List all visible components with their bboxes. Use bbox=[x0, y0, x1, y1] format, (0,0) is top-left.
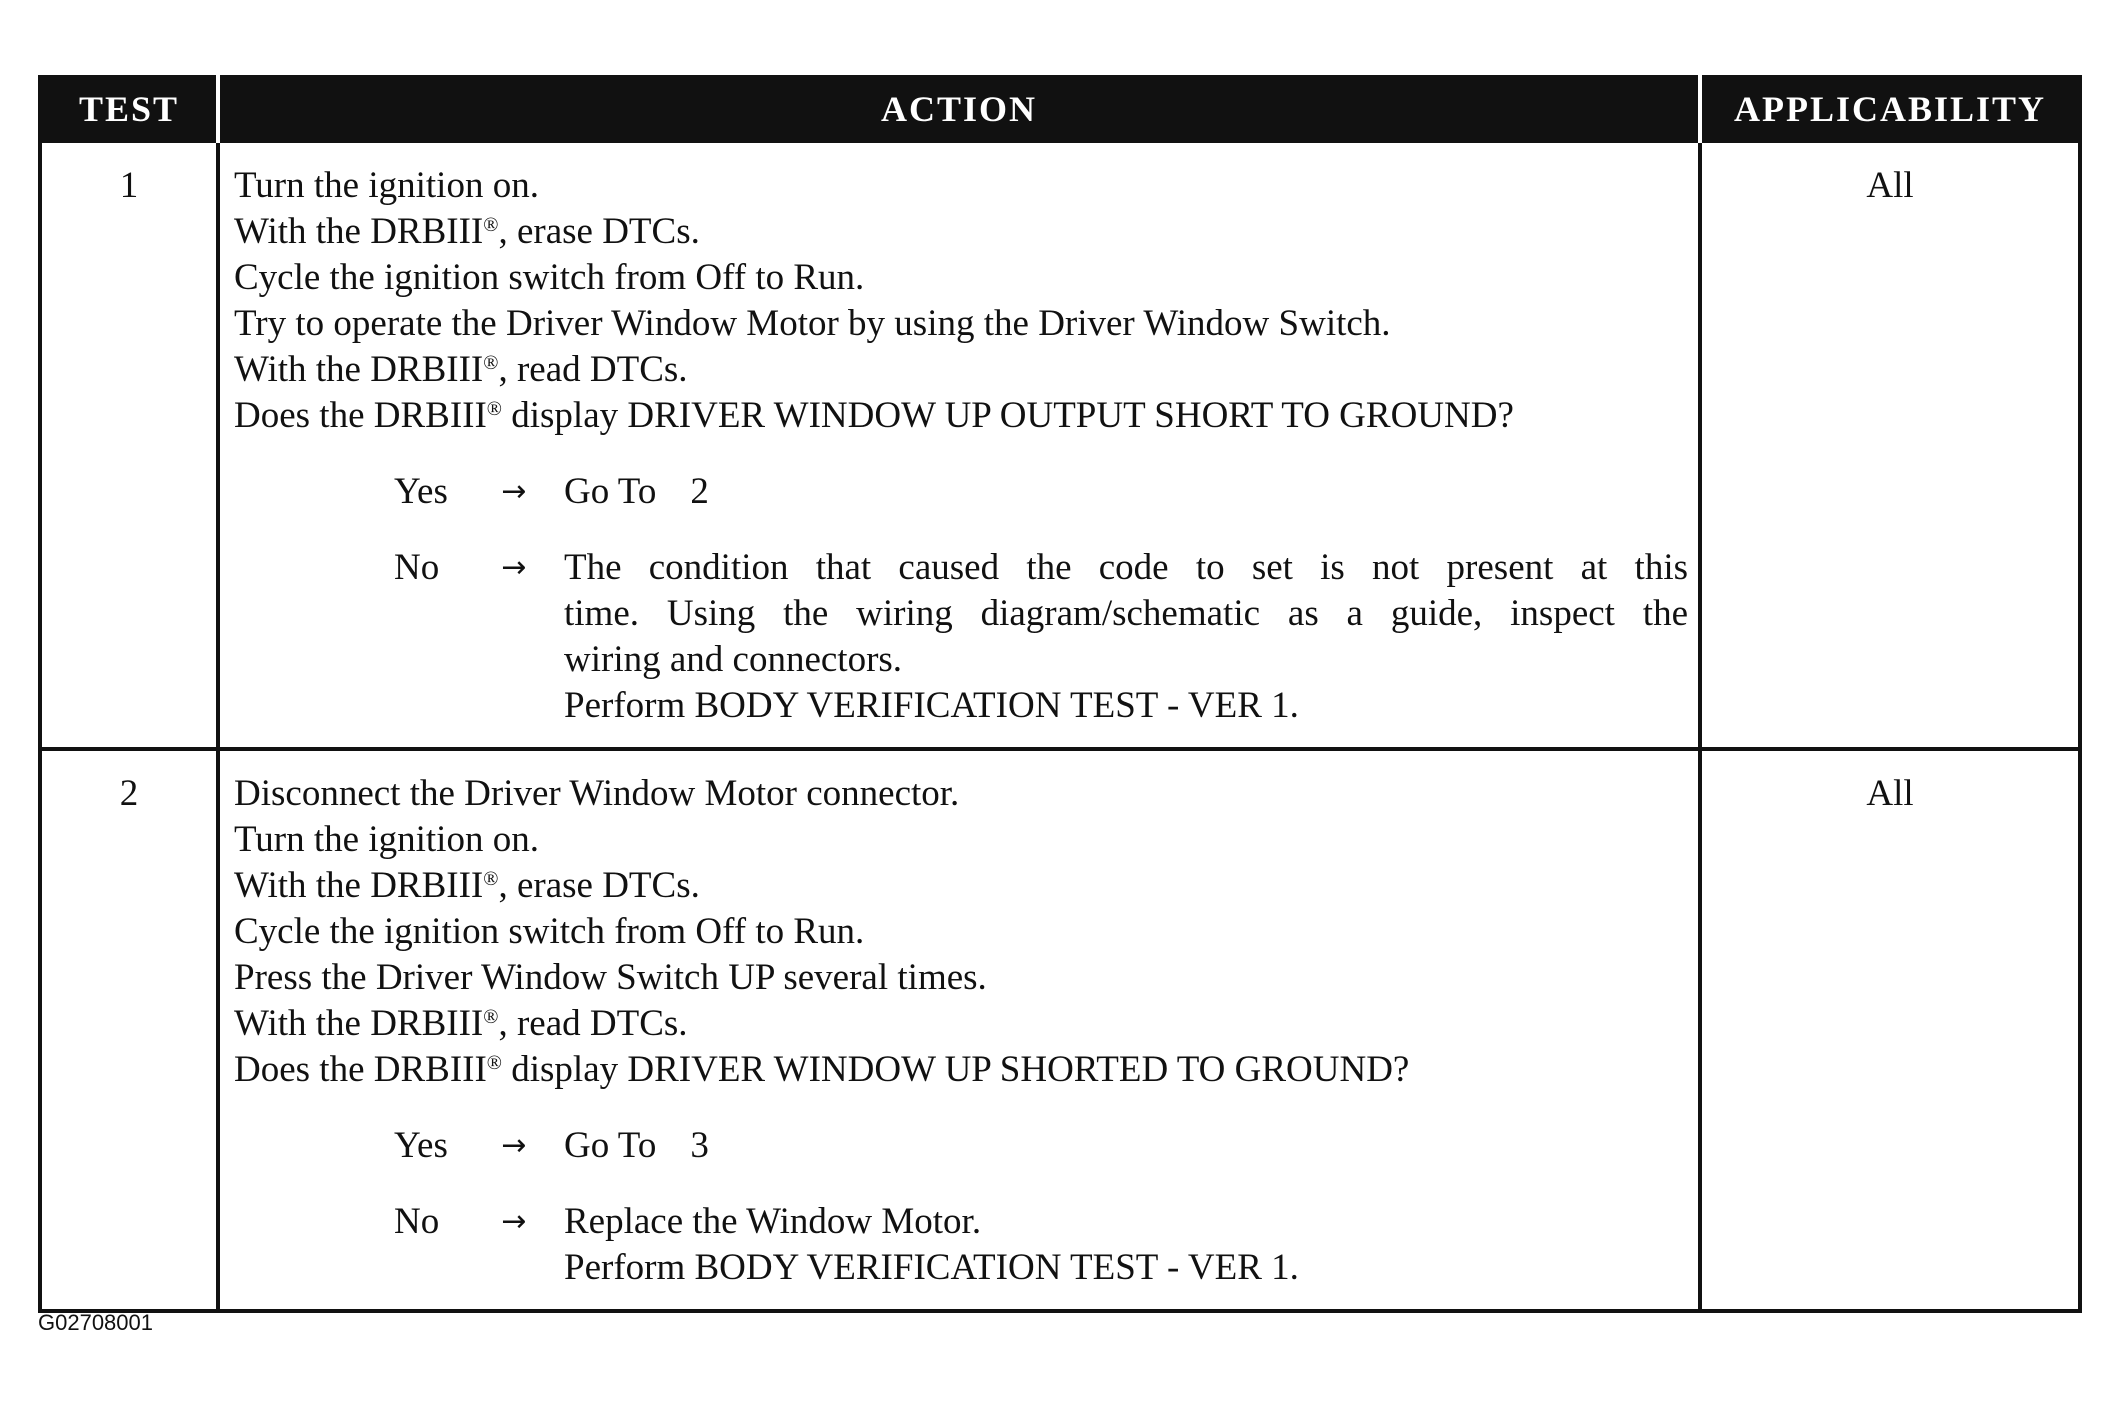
header-test: TEST bbox=[40, 77, 218, 141]
no-result-line: time. Using the wiring diagram/schematic as a guide, inspect the bbox=[564, 593, 1688, 634]
action-step: Cycle the ignition switch from Off to Run. bbox=[234, 257, 865, 298]
no-label: No bbox=[394, 1201, 440, 1242]
action-step: Try to operate the Driver Window Motor by using the Driver Window Switch. bbox=[234, 303, 1391, 344]
action-question: Does the DRBIII® display DRIVER WINDOW UP OUTPUT SHORT TO GROUND? bbox=[234, 395, 1514, 436]
action-cell bbox=[218, 749, 1700, 1311]
header-applicability: APPLICABILITY bbox=[1700, 77, 2080, 141]
action-cell bbox=[218, 141, 1700, 749]
no-outcome bbox=[394, 545, 1688, 729]
header-row bbox=[40, 77, 2080, 141]
action-step: With the DRBIII®, erase DTCs. bbox=[234, 211, 700, 252]
figure-id: G02708001 bbox=[38, 1310, 153, 1335]
action-step: With the DRBIII®, erase DTCs. bbox=[234, 865, 700, 906]
action-step: Turn the ignition on. bbox=[234, 819, 539, 860]
yes-label: Yes bbox=[394, 1125, 448, 1166]
table-row bbox=[40, 141, 2080, 749]
header-action: ACTION bbox=[218, 77, 1700, 141]
no-label: No bbox=[394, 547, 440, 588]
goto-label: Go To bbox=[564, 1125, 657, 1166]
test-number: 1 bbox=[40, 141, 218, 749]
action-question: Does the DRBIII® display DRIVER WINDOW UP SHORTED TO GROUND? bbox=[234, 1049, 1410, 1090]
action-step: With the DRBIII®, read DTCs. bbox=[234, 1003, 688, 1044]
action-step: Cycle the ignition switch from Off to Run. bbox=[234, 911, 865, 952]
no-result-line: Perform BODY VERIFICATION TEST - VER 1. bbox=[564, 1247, 1299, 1288]
action-step: Press the Driver Window Switch UP several times. bbox=[234, 957, 987, 998]
diagnostic-test-table bbox=[38, 75, 2082, 1313]
no-result-line: wiring and connectors. bbox=[564, 639, 903, 680]
applicability-value: All bbox=[1700, 141, 2080, 749]
no-result bbox=[564, 1199, 1688, 1291]
goto-target: 2 bbox=[690, 471, 709, 512]
table-header bbox=[40, 77, 2080, 141]
no-result-line: Replace the Window Motor. bbox=[564, 1201, 982, 1242]
yes-label: Yes bbox=[394, 471, 448, 512]
test-number: 2 bbox=[40, 749, 218, 1311]
no-result-line: The condition that caused the code to set is not present at this bbox=[564, 547, 1688, 588]
goto-target: 3 bbox=[690, 1125, 709, 1166]
action-step: Turn the ignition on. bbox=[234, 165, 539, 206]
no-outcome bbox=[394, 1199, 1688, 1291]
applicability-value: All bbox=[1700, 749, 2080, 1311]
goto-label: Go To bbox=[564, 471, 657, 512]
yes-outcome bbox=[394, 1123, 1688, 1169]
table-row bbox=[40, 749, 2080, 1311]
action-step: Disconnect the Driver Window Motor connector. bbox=[234, 773, 960, 814]
right-arrow-icon: → bbox=[501, 1204, 527, 1239]
right-arrow-icon: → bbox=[501, 550, 527, 585]
no-result-line: Perform BODY VERIFICATION TEST - VER 1. bbox=[564, 685, 1299, 726]
no-result bbox=[564, 545, 1688, 729]
action-step: With the DRBIII®, read DTCs. bbox=[234, 349, 688, 390]
yes-outcome bbox=[394, 469, 1688, 515]
right-arrow-icon: → bbox=[501, 474, 527, 509]
right-arrow-icon: → bbox=[501, 1128, 527, 1163]
